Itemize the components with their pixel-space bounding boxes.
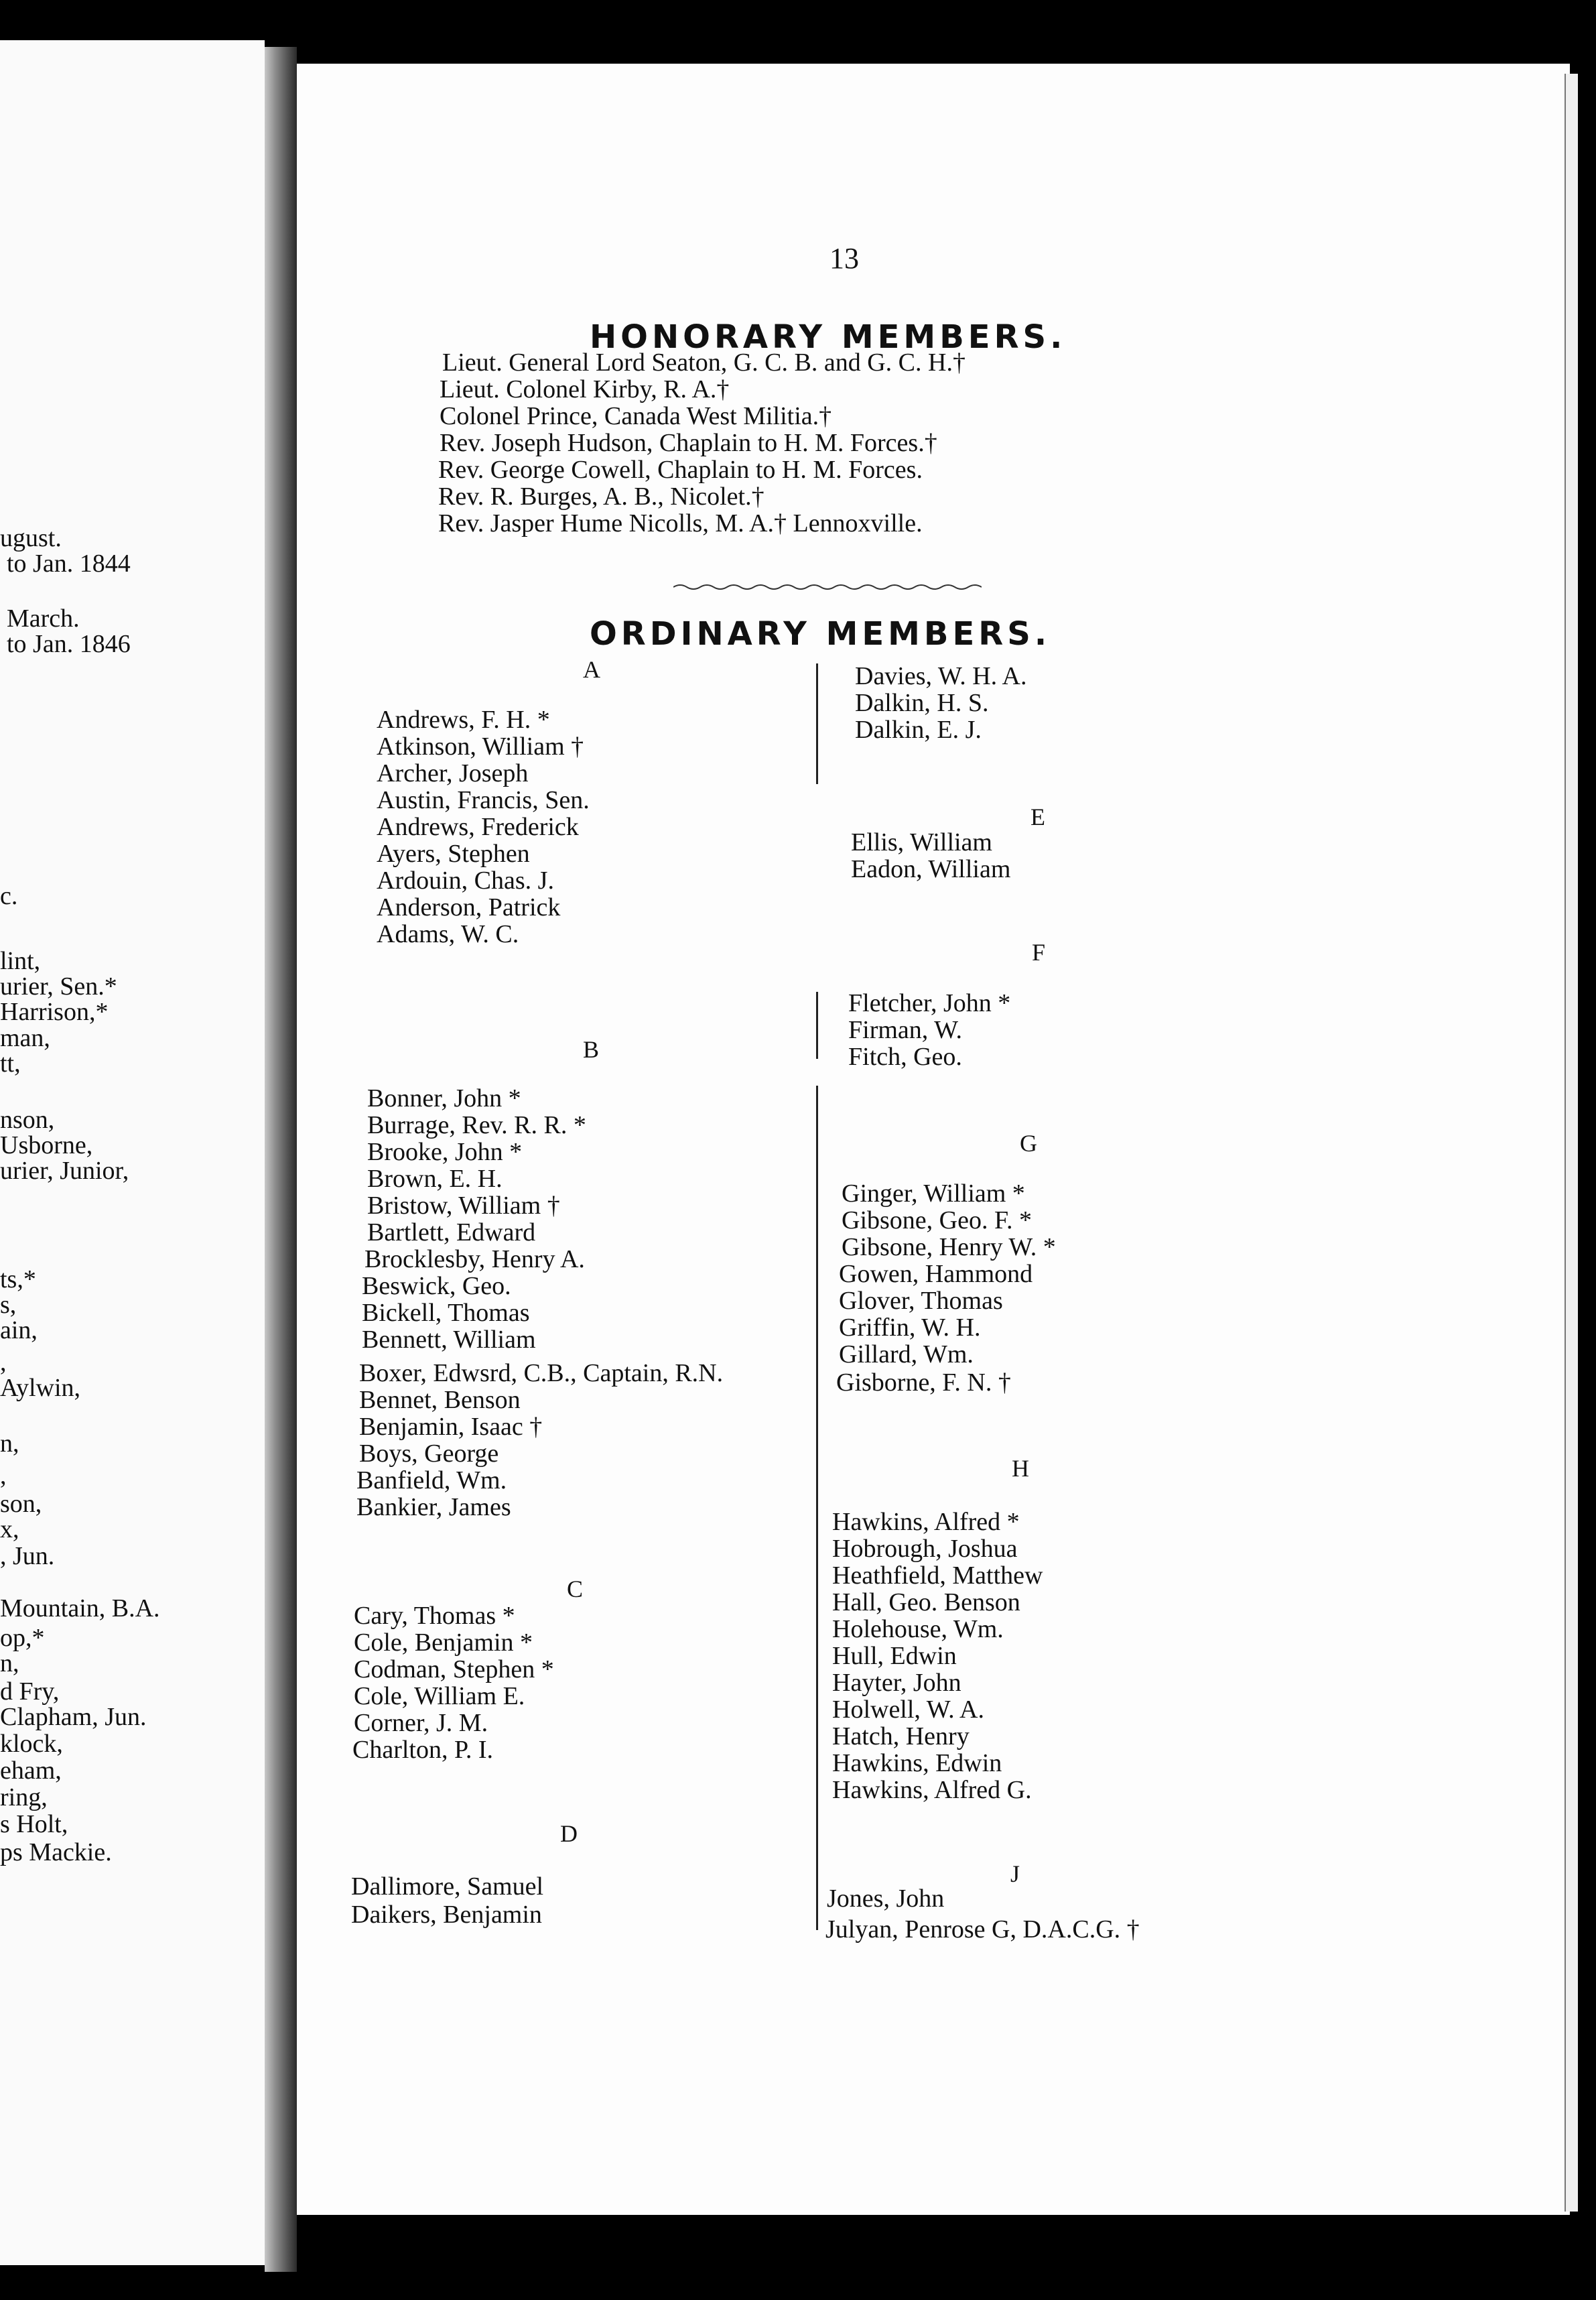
member-name: Andrews, Frederick xyxy=(377,813,579,841)
member-name: Bennet, Benson xyxy=(359,1386,521,1414)
member-name: Banfield, Wm. xyxy=(356,1466,507,1494)
member-name: Anderson, Patrick xyxy=(377,893,561,921)
member-name: Firman, W. xyxy=(848,1016,962,1044)
member-name: Boys, George xyxy=(359,1440,499,1468)
left-fragment: lint, xyxy=(0,947,41,975)
left-fragment: d Fry, xyxy=(0,1677,60,1706)
left-fragment: c. xyxy=(0,882,18,910)
page-edge xyxy=(1565,74,1578,2212)
member-name: Bankier, James xyxy=(356,1493,511,1521)
section-letter-h: H xyxy=(1012,1455,1029,1482)
member-name: Dalkin, E. J. xyxy=(855,716,982,744)
left-fragment: to Jan. 1846 xyxy=(7,630,131,658)
section-letter-f: F xyxy=(1032,939,1046,966)
member-name: Ardouin, Chas. J. xyxy=(377,867,554,895)
member-name: Eadon, William xyxy=(851,855,1011,883)
page-number: 13 xyxy=(829,242,859,275)
left-fragment: Harrison,* xyxy=(0,998,109,1026)
honorary-member: Rev. Joseph Hudson, Chaplain to H. M. Forces.† xyxy=(440,429,937,457)
member-name: Bonner, John * xyxy=(367,1084,521,1112)
member-name: Bickell, Thomas xyxy=(362,1299,530,1327)
honorary-member: Lieut. Colonel Kirby, R. A.† xyxy=(440,375,730,403)
member-name: Ginger, William * xyxy=(842,1179,1025,1208)
member-name: Boxer, Edwsrd, C.B., Captain, R.N. xyxy=(359,1359,724,1387)
left-fragment: son, xyxy=(0,1490,42,1518)
member-name: Fletcher, John * xyxy=(848,989,1011,1017)
section-letter-d: D xyxy=(560,1820,578,1847)
member-name: Fitch, Geo. xyxy=(848,1043,962,1071)
left-fragment: tt, xyxy=(0,1049,21,1078)
honorary-members-heading: HONORARY MEMBERS. xyxy=(590,318,1067,356)
left-fragment: March. xyxy=(7,604,80,633)
honorary-member: Lieut. General Lord Seaton, G. C. B. and G. C. H.† xyxy=(442,348,966,377)
member-name: Gowen, Hammond xyxy=(839,1260,1033,1288)
left-fragment: Aylwin, xyxy=(0,1374,81,1402)
member-name: Atkinson, William † xyxy=(377,732,584,761)
column-divider xyxy=(816,663,818,784)
member-name: Dallimore, Samuel xyxy=(351,1872,544,1901)
left-fragment: Clapham, Jun. xyxy=(0,1703,147,1731)
member-name: Bartlett, Edward xyxy=(367,1218,536,1247)
honorary-member: Rev. George Cowell, Chaplain to H. M. Forces. xyxy=(438,456,923,484)
left-fragment: Mountain, B.A. xyxy=(0,1594,160,1622)
member-name: Hawkins, Alfred * xyxy=(832,1508,1020,1536)
section-letter-b: B xyxy=(583,1036,600,1063)
member-name: Corner, J. M. xyxy=(354,1709,488,1737)
member-name: Gibsone, Geo. F. * xyxy=(842,1206,1033,1234)
left-fragment: n, xyxy=(0,1649,19,1677)
member-name: Gillard, Wm. xyxy=(839,1340,974,1368)
book-gutter xyxy=(265,47,297,2272)
member-name: Gisborne, F. N. † xyxy=(836,1368,1011,1397)
member-name: Ellis, William xyxy=(851,828,992,856)
member-name: Andrews, F. H. * xyxy=(377,706,550,734)
member-name: Cary, Thomas * xyxy=(354,1602,515,1630)
section-letter-c: C xyxy=(567,1576,584,1602)
section-letter-g: G xyxy=(1020,1130,1037,1157)
left-fragment: to Jan. 1844 xyxy=(7,550,131,578)
member-name: Beswick, Geo. xyxy=(362,1272,511,1300)
member-name: Archer, Joseph xyxy=(377,759,529,787)
honorary-member: Rev. R. Burges, A. B., Nicolet.† xyxy=(438,483,764,511)
member-name: Dalkin, H. S. xyxy=(855,689,989,717)
left-fragment: Usborne, xyxy=(0,1131,93,1159)
left-fragment: eham, xyxy=(0,1756,62,1785)
left-fragment: ugust. xyxy=(0,524,62,552)
member-name: Hatch, Henry xyxy=(832,1722,970,1750)
member-name: Codman, Stephen * xyxy=(354,1655,554,1683)
member-name: Griffin, W. H. xyxy=(839,1314,981,1342)
member-name: Heathfield, Matthew xyxy=(832,1561,1043,1590)
member-name: Hawkins, Edwin xyxy=(832,1749,1002,1777)
member-name: Hall, Geo. Benson xyxy=(832,1588,1020,1616)
left-fragment: s Holt, xyxy=(0,1810,68,1838)
left-fragment: s, xyxy=(0,1291,17,1319)
left-fragment: urier, Sen.* xyxy=(0,972,117,1001)
left-fragment: , xyxy=(0,1348,7,1377)
member-name: Brocklesby, Henry A. xyxy=(364,1245,585,1273)
member-name: Hawkins, Alfred G. xyxy=(832,1776,1032,1804)
column-divider xyxy=(816,992,818,1059)
left-fragment: klock, xyxy=(0,1730,63,1758)
left-fragment: ring, xyxy=(0,1783,48,1811)
column-divider xyxy=(816,1086,818,1930)
member-name: Austin, Francis, Sen. xyxy=(377,786,590,814)
left-fragment: man, xyxy=(0,1024,50,1052)
member-name: Ayers, Stephen xyxy=(377,840,530,868)
member-name: Brown, E. H. xyxy=(367,1165,503,1193)
left-fragment: ts,* xyxy=(0,1265,36,1293)
left-fragment: ps Mackie. xyxy=(0,1838,112,1866)
ornamental-rule xyxy=(673,580,982,594)
ordinary-members-heading: ORDINARY MEMBERS. xyxy=(590,615,1051,653)
left-fragment: n, xyxy=(0,1429,19,1458)
left-fragment: ain, xyxy=(0,1316,38,1344)
honorary-member: Rev. Jasper Hume Nicolls, M. A.† Lennoxville. xyxy=(438,509,923,537)
section-letter-a: A xyxy=(583,656,600,683)
member-name: Gibsone, Henry W. * xyxy=(842,1233,1056,1261)
section-letter-e: E xyxy=(1030,804,1045,830)
member-name: Charlton, P. I. xyxy=(352,1736,494,1764)
member-name: Glover, Thomas xyxy=(839,1287,1003,1315)
left-fragment: urier, Junior, xyxy=(0,1157,129,1185)
member-name: Holwell, W. A. xyxy=(832,1696,984,1724)
member-name: Benjamin, Isaac † xyxy=(359,1413,543,1441)
member-name: Cole, Benjamin * xyxy=(354,1628,533,1657)
member-name: Jones, John xyxy=(827,1884,945,1913)
left-fragment: op,* xyxy=(0,1624,45,1652)
left-fragment: x, xyxy=(0,1515,19,1543)
member-name: Bristow, William † xyxy=(367,1192,560,1220)
member-name: Burrage, Rev. R. R. * xyxy=(367,1111,586,1139)
member-name: Hull, Edwin xyxy=(832,1642,957,1670)
member-name: Daikers, Benjamin xyxy=(351,1901,542,1929)
member-name: Hayter, John xyxy=(832,1669,961,1697)
member-name: Brooke, John * xyxy=(367,1138,523,1166)
member-name: Julyan, Penrose G, D.A.C.G. † xyxy=(825,1915,1140,1943)
member-name: Holehouse, Wm. xyxy=(832,1615,1004,1643)
left-fragment: , Jun. xyxy=(0,1542,55,1570)
member-name: Hobrough, Joshua xyxy=(832,1535,1018,1563)
section-letter-j: J xyxy=(1010,1860,1020,1887)
member-name: Cole, William E. xyxy=(354,1682,525,1710)
left-fragment: nson, xyxy=(0,1106,55,1134)
member-name: Adams, W. C. xyxy=(377,920,519,948)
honorary-member: Colonel Prince, Canada West Militia.† xyxy=(440,402,832,430)
left-fragment: , xyxy=(0,1462,7,1490)
member-name: Bennett, William xyxy=(362,1326,536,1354)
member-name: Davies, W. H. A. xyxy=(855,662,1027,690)
